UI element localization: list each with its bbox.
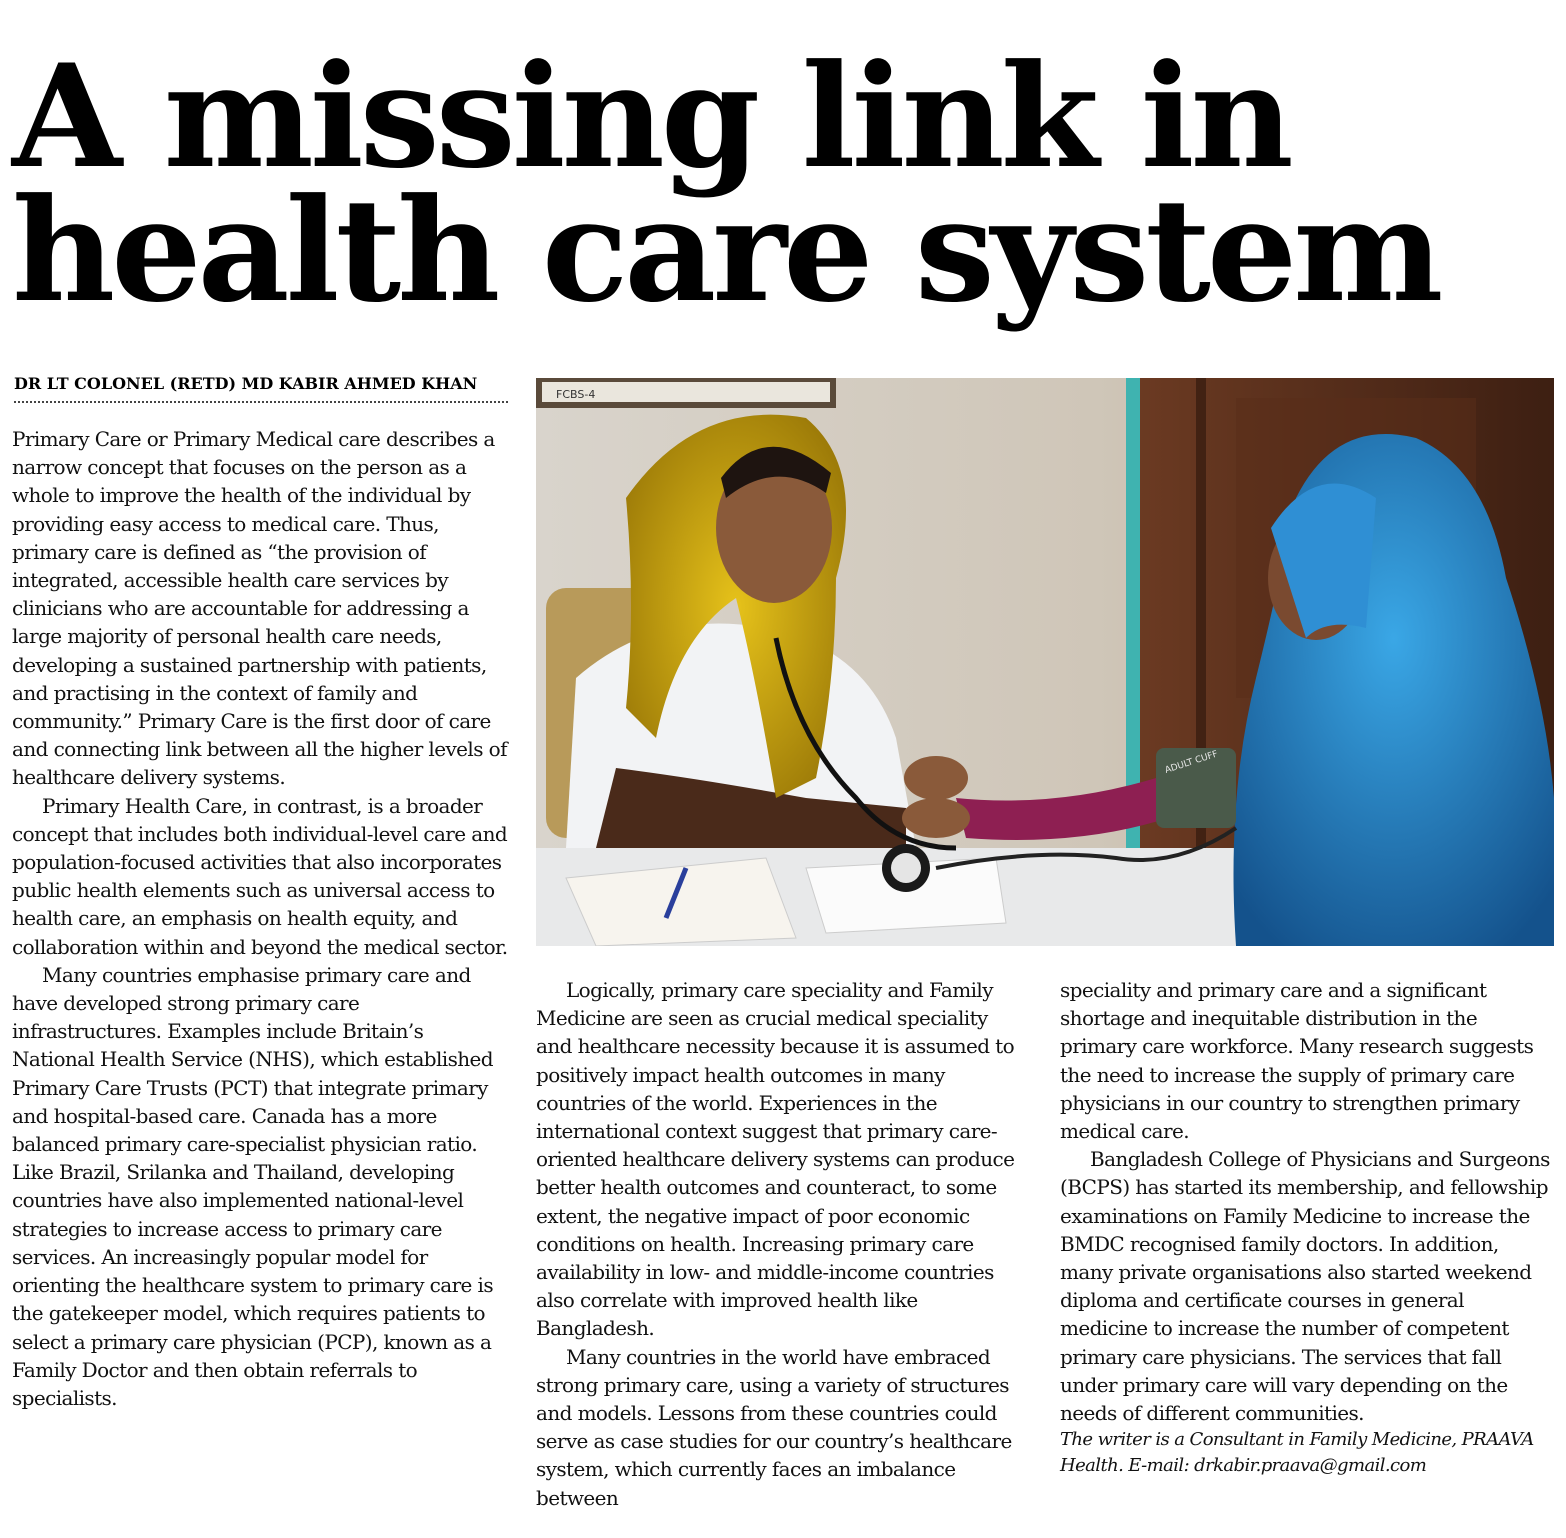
paragraph-7: Bangladesh College of Physicians and Surgeons (BCPS) has started its membership, and fellowship examinations on Family Medicine to increase the BMDC recognised family doctors. In addition, many private organisations also started weekend diploma and certificate courses in general medicine to increase the number of competent primary care physicians. The services that fall under primary care will vary depending on the needs of different communities. [1060,1147,1550,1426]
frame-label: FCBS-4 [556,388,596,401]
paragraph-5: Many countries in the world have embraced strong primary care, using a variety of structures and models. Lessons from these countries could serve as case studies for our country’s healthcare system, which currently faces an imbalance between [536,1344,1012,1510]
headline [12,34,1552,334]
byline: DR LT COLONEL (RETD) MD KABIR AHMED KHAN [14,374,508,403]
cuff-label: ADULT CUFF [1163,749,1220,776]
article-photo [536,378,1554,946]
author-note: The writer is a Consultant in Family Medicine, PRAAVA Health. E-mail: drkabir.praava@gmail.com [1060,1429,1534,1477]
paragraph-3: Many countries emphasise primary care and have developed strong primary care infrastructures. Examples include Britain’s National Health Service (NHS), which established Primary Care Trusts (PCT) that integrate primary and hospital-based care. Canada has a more balanced primary care-specialist physician ratio. Like Brazil, Srilanka and Thailand, developing countries have also implemented national-level strategies to increase access to primary care services. An increasingly popular model for orienting the healthcare system to primary care is the gatekeeper model, which requires patients to select a primary care physician (PCP), known as a Family Doctor and then obtain referrals to specialists. [12,962,493,1410]
column-3 [1060,976,1554,1479]
paragraph-2: Primary Health Care, in contrast, is a broader concept that includes both individual-level care and population-focused activities that also incorporates public health elements such as universal access to health care, an emphasis on health equity, and collaboration within and beyond the medical sector. [12,793,508,959]
headline-line-1: A missing link in [12,34,1290,200]
paragraph-1: Primary Care or Primary Medical care describes a narrow concept that focuses on the person as a whole to improve the health of the individual by providing easy access to medical care. Thus, primary care is defined as “the provision of integrated, accessible health care services by clinicians who are accountable for addressing a large majority of personal health care needs, developing a sustained partnership with patients, and practising in the context of family and community.” Primary Care is the first door of care and connecting link between all the higher levels of healthcare delivery systems. [12,427,507,790]
paragraph-6: speciality and primary care and a significant shortage and inequitable distribution in the primary care workforce. Many research suggests the need to increase the supply of primary care physicians in our country to strengthen primary medical care. [1060,978,1534,1144]
paragraph-4: Logically, primary care speciality and Family Medicine are seen as crucial medical speciality and healthcare necessity because it is assumed to positively impact health outcomes in many countries of the world. Experiences in the international context suggest that primary care-oriented healthcare delivery systems can produce better health outcomes and counteract, to some extent, the negative impact of poor economic conditions on health. Increasing primary care availability in low- and middle-income countries also correlate with improved health like Bangladesh. [536,978,1015,1341]
column-2 [536,976,1026,1512]
column-1 [12,425,508,1412]
headline-line-2: health care system [12,168,1440,334]
